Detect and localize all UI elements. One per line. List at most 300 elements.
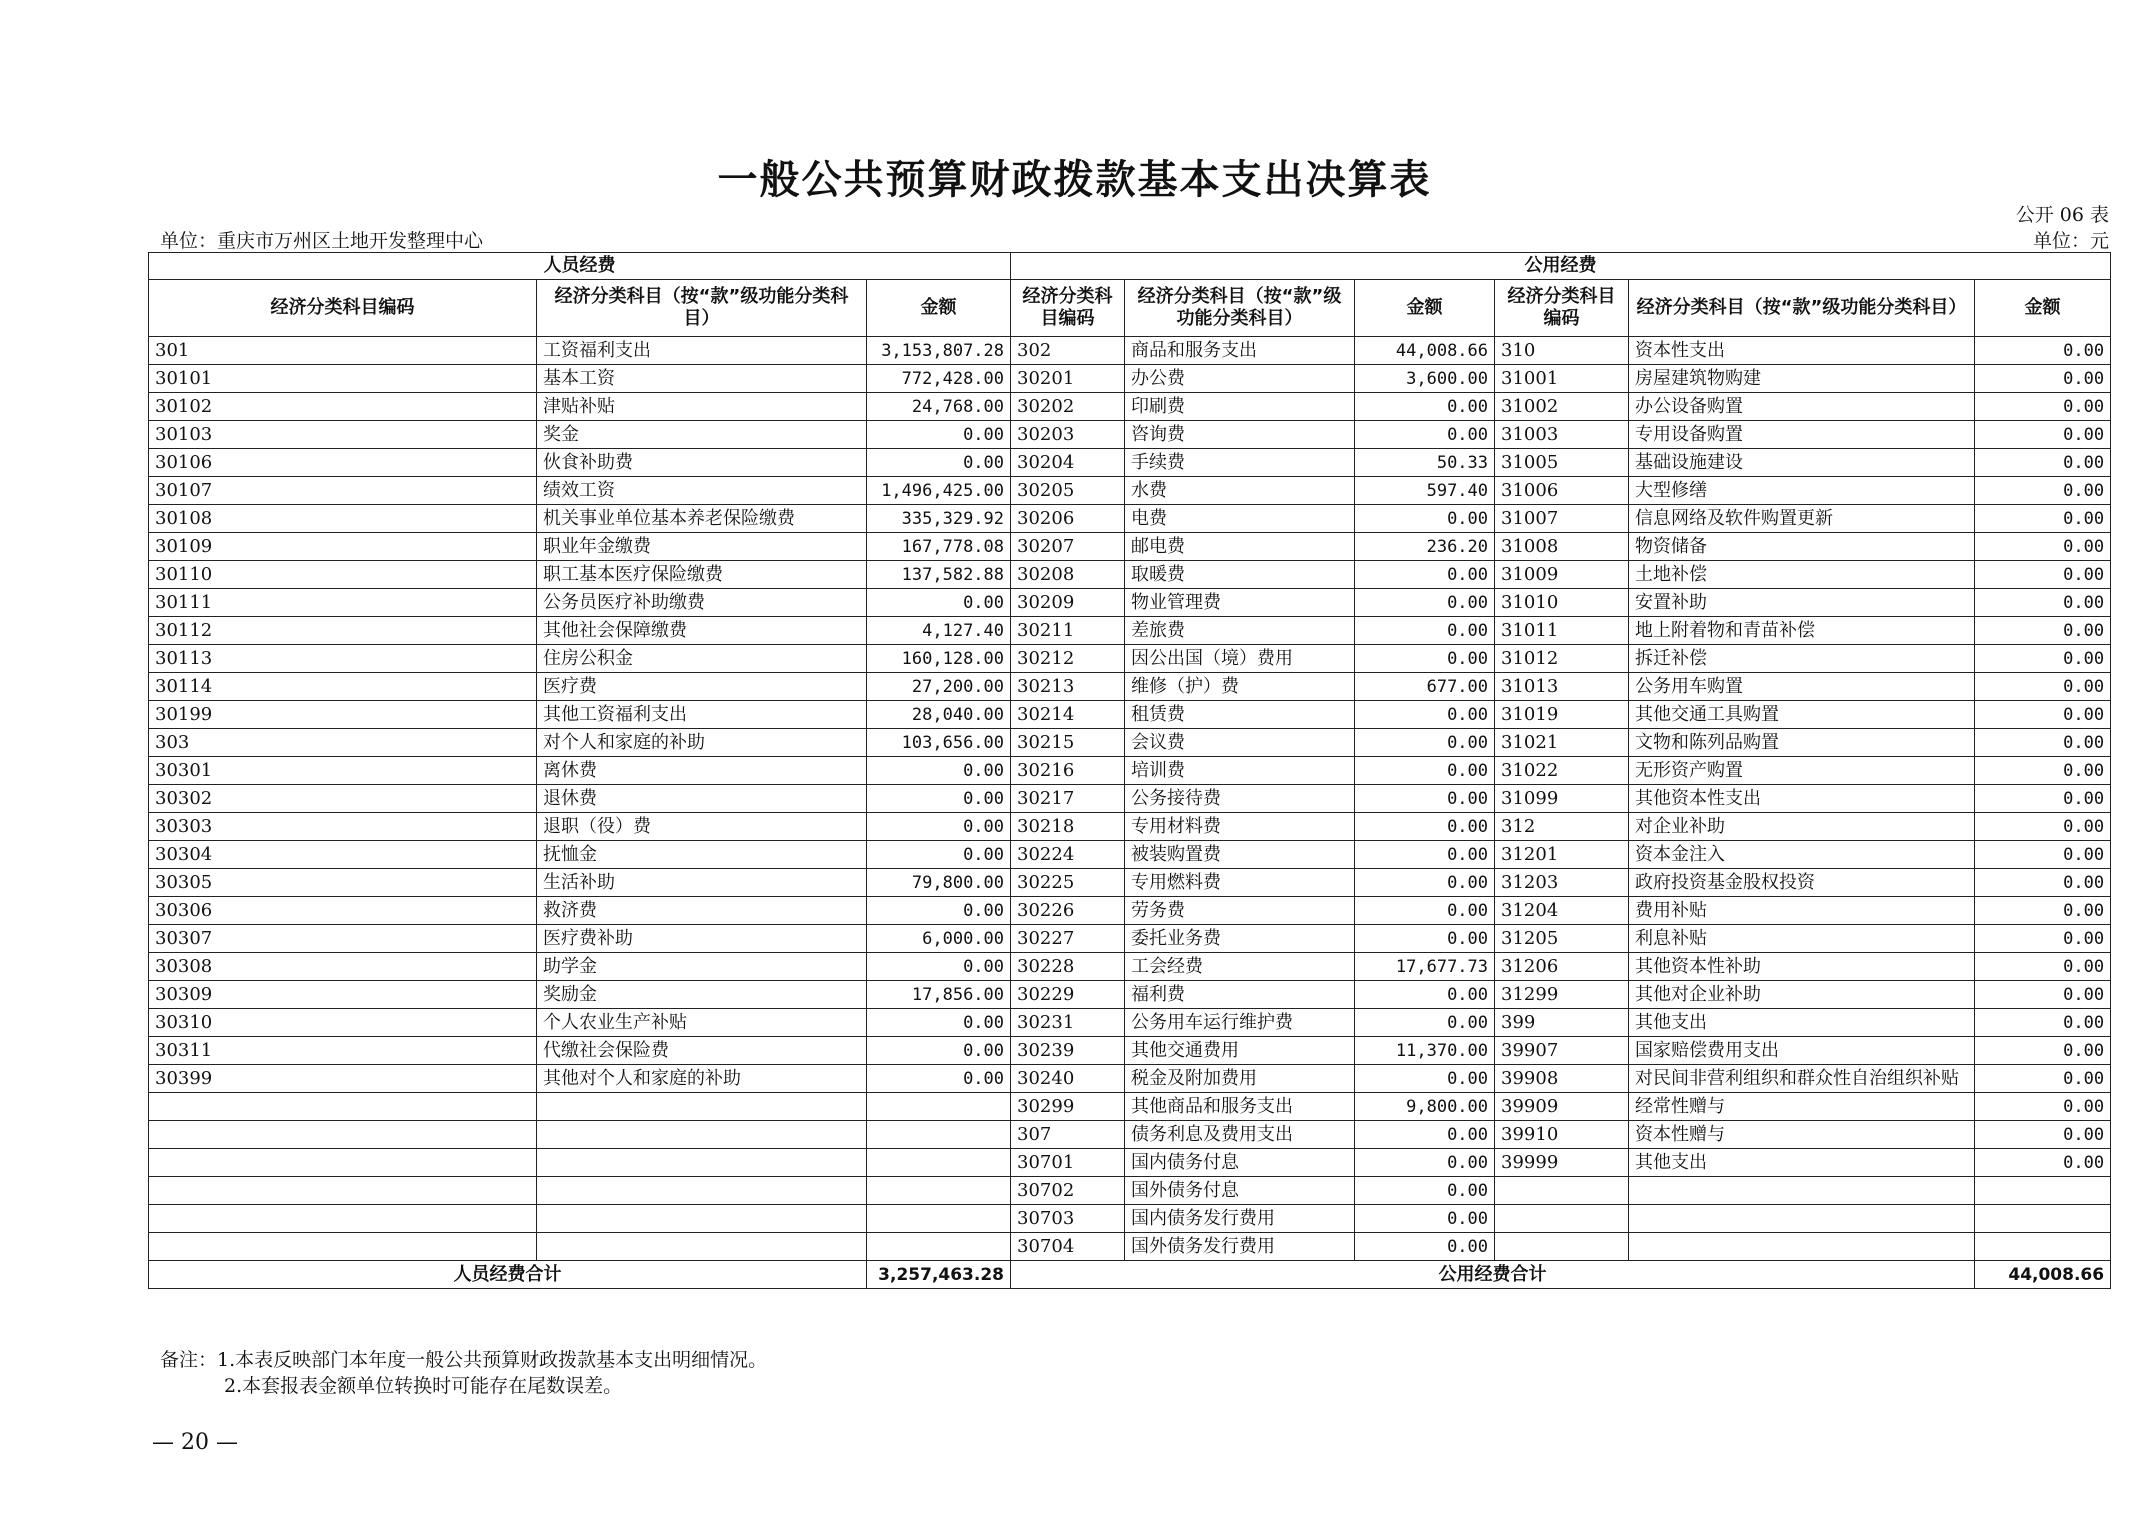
- table-row: [149, 841, 2111, 869]
- row-item: 因公出国（境）费用: [1125, 645, 1355, 673]
- row-amount: 0.00: [1355, 561, 1495, 589]
- table-row: [149, 561, 2111, 589]
- table-row: [149, 337, 2111, 365]
- table-row: [149, 1149, 2111, 1177]
- row-amount: 0.00: [1355, 729, 1495, 757]
- totals-row: [149, 1261, 2111, 1289]
- row-amount: 0.00: [1975, 617, 2111, 645]
- row-code: 30701: [1011, 1149, 1125, 1177]
- table-row: [149, 729, 2111, 757]
- table-row: [149, 981, 2111, 1009]
- row-amount: 103,656.00: [867, 729, 1011, 757]
- row-amount: 0.00: [1355, 869, 1495, 897]
- row-amount: 0.00: [867, 757, 1011, 785]
- row-code: 30303: [149, 813, 537, 841]
- row-item: 拆迁补偿: [1629, 645, 1975, 673]
- row-amount: 0.00: [1355, 1205, 1495, 1233]
- row-code: 30218: [1011, 813, 1125, 841]
- row-amount: 160,128.00: [867, 645, 1011, 673]
- row-code: 30225: [1011, 869, 1125, 897]
- row-code: 30207: [1011, 533, 1125, 561]
- row-item: 物业管理费: [1125, 589, 1355, 617]
- row-item: 机关事业单位基本养老保险缴费: [537, 505, 867, 533]
- row-code: 30203: [1011, 421, 1125, 449]
- row-code: [1495, 1205, 1629, 1233]
- row-item: 住房公积金: [537, 645, 867, 673]
- row-item: [537, 1233, 867, 1261]
- row-item: 无形资产购置: [1629, 757, 1975, 785]
- row-code: 30205: [1011, 477, 1125, 505]
- row-code: 30299: [1011, 1093, 1125, 1121]
- row-amount: 0.00: [1355, 505, 1495, 533]
- note-1: 备注：1.本表反映部门本年度一般公共预算财政拨款基本支出明细情况。: [160, 1349, 768, 1371]
- row-code: 30209: [1011, 589, 1125, 617]
- table-row: [149, 1009, 2111, 1037]
- row-item: 伙食补助费: [537, 449, 867, 477]
- row-item: 租赁费: [1125, 701, 1355, 729]
- row-item: [537, 1149, 867, 1177]
- row-code: 30311: [149, 1037, 537, 1065]
- table-body: [149, 337, 2111, 1261]
- row-amount: 0.00: [867, 1037, 1011, 1065]
- row-code: 30229: [1011, 981, 1125, 1009]
- table-row: [149, 533, 2111, 561]
- row-item: 国外债务付息: [1125, 1177, 1355, 1205]
- table-row: [149, 701, 2111, 729]
- row-item: 对个人和家庭的补助: [537, 729, 867, 757]
- row-amount: 0.00: [1355, 1065, 1495, 1093]
- row-amount: 0.00: [1355, 1149, 1495, 1177]
- row-amount: 9,800.00: [1355, 1093, 1495, 1121]
- row-amount: 0.00: [1975, 1149, 2111, 1177]
- row-item: [537, 1177, 867, 1205]
- row-amount: 167,778.08: [867, 533, 1011, 561]
- row-item: 职工基本医疗保险缴费: [537, 561, 867, 589]
- row-code: 30211: [1011, 617, 1125, 645]
- row-item: 费用补贴: [1629, 897, 1975, 925]
- row-item: 房屋建筑物购建: [1629, 365, 1975, 393]
- row-code: 31012: [1495, 645, 1629, 673]
- row-amount: 17,677.73: [1355, 953, 1495, 981]
- row-amount: 0.00: [1975, 1037, 2111, 1065]
- row-amount: 0.00: [1355, 1233, 1495, 1261]
- row-amount: 0.00: [1975, 757, 2111, 785]
- row-item: 债务利息及费用支出: [1125, 1121, 1355, 1149]
- table-row: [149, 365, 2111, 393]
- row-item: 对企业补助: [1629, 813, 1975, 841]
- row-amount: 0.00: [1355, 1009, 1495, 1037]
- row-amount: [867, 1177, 1011, 1205]
- row-item: 税金及附加费用: [1125, 1065, 1355, 1093]
- row-amount: 0.00: [867, 449, 1011, 477]
- row-code: 31008: [1495, 533, 1629, 561]
- row-code: 30309: [149, 981, 537, 1009]
- row-item: 其他商品和服务支出: [1125, 1093, 1355, 1121]
- row-code: 30111: [149, 589, 537, 617]
- row-code: 31003: [1495, 421, 1629, 449]
- row-item: [1629, 1205, 1975, 1233]
- row-amount: [867, 1233, 1011, 1261]
- table-row: [149, 785, 2111, 813]
- row-amount: 3,153,807.28: [867, 337, 1011, 365]
- row-item: [537, 1121, 867, 1149]
- row-item: 信息网络及软件购置更新: [1629, 505, 1975, 533]
- table-row: [149, 1205, 2111, 1233]
- row-amount: 0.00: [1975, 953, 2111, 981]
- row-item: 劳务费: [1125, 897, 1355, 925]
- row-code: 30305: [149, 869, 537, 897]
- row-amount: 27,200.00: [867, 673, 1011, 701]
- row-amount: 0.00: [1355, 757, 1495, 785]
- col-header-name: 经济分类科目（按“款”级功能分类科目）: [1629, 280, 1975, 337]
- row-amount: 0.00: [1355, 701, 1495, 729]
- row-item: 其他交通费用: [1125, 1037, 1355, 1065]
- row-item: 委托业务费: [1125, 925, 1355, 953]
- row-code: 301: [149, 337, 537, 365]
- row-code: 31206: [1495, 953, 1629, 981]
- row-code: 30103: [149, 421, 537, 449]
- row-item: 维修（护）费: [1125, 673, 1355, 701]
- row-item: 其他对个人和家庭的补助: [537, 1065, 867, 1093]
- row-code: 30310: [149, 1009, 537, 1037]
- table-row: [149, 449, 2111, 477]
- row-item: [1629, 1233, 1975, 1261]
- row-item: 印刷费: [1125, 393, 1355, 421]
- note-2: 2.本套报表金额单位转换时可能存在尾数误差。: [224, 1375, 623, 1397]
- row-code: 39908: [1495, 1065, 1629, 1093]
- row-code: 31013: [1495, 673, 1629, 701]
- row-amount: 335,329.92: [867, 505, 1011, 533]
- row-item: 个人农业生产补贴: [537, 1009, 867, 1037]
- row-item: 国外债务发行费用: [1125, 1233, 1355, 1261]
- row-amount: 0.00: [1975, 1009, 2111, 1037]
- row-item: 救济费: [537, 897, 867, 925]
- col-header-amount: 金额: [1975, 280, 2111, 337]
- row-amount: 0.00: [867, 953, 1011, 981]
- row-item: 公务接待费: [1125, 785, 1355, 813]
- col-header-amount: 金额: [1355, 280, 1495, 337]
- row-code: 30308: [149, 953, 537, 981]
- row-item: 公务用车运行维护费: [1125, 1009, 1355, 1037]
- unit-currency: 单位：元: [2032, 230, 2109, 252]
- table-row: [149, 393, 2111, 421]
- row-amount: 0.00: [867, 1065, 1011, 1093]
- row-item: 差旅费: [1125, 617, 1355, 645]
- row-code: 30304: [149, 841, 537, 869]
- row-code: 31001: [1495, 365, 1629, 393]
- row-amount: 0.00: [1355, 589, 1495, 617]
- row-amount: 0.00: [1975, 1093, 2111, 1121]
- row-amount: [867, 1121, 1011, 1149]
- row-amount: 0.00: [1975, 813, 2111, 841]
- row-code: 31007: [1495, 505, 1629, 533]
- row-code: 31002: [1495, 393, 1629, 421]
- row-item: 生活补助: [537, 869, 867, 897]
- row-item: 资本性赠与: [1629, 1121, 1975, 1149]
- row-code: 31006: [1495, 477, 1629, 505]
- row-code: 30239: [1011, 1037, 1125, 1065]
- row-item: 其他支出: [1629, 1009, 1975, 1037]
- row-amount: [867, 1093, 1011, 1121]
- row-amount: 0.00: [1975, 673, 2111, 701]
- row-item: 工资福利支出: [537, 337, 867, 365]
- row-code: 310: [1495, 337, 1629, 365]
- row-amount: 0.00: [1355, 925, 1495, 953]
- row-amount: 44,008.66: [1355, 337, 1495, 365]
- row-code: 30204: [1011, 449, 1125, 477]
- row-amount: 0.00: [867, 785, 1011, 813]
- table-row: [149, 813, 2111, 841]
- row-amount: 0.00: [1975, 729, 2111, 757]
- row-item: 水费: [1125, 477, 1355, 505]
- row-code: 30301: [149, 757, 537, 785]
- row-item: 资本金注入: [1629, 841, 1975, 869]
- row-item: 退休费: [537, 785, 867, 813]
- row-code: 307: [1011, 1121, 1125, 1149]
- row-item: 资本性支出: [1629, 337, 1975, 365]
- row-amount: 28,040.00: [867, 701, 1011, 729]
- expenditure-table: [148, 252, 2111, 1289]
- row-item: 被装购置费: [1125, 841, 1355, 869]
- row-item: 物资储备: [1629, 533, 1975, 561]
- row-item: 商品和服务支出: [1125, 337, 1355, 365]
- row-item: 其他社会保障缴费: [537, 617, 867, 645]
- row-amount: 6,000.00: [867, 925, 1011, 953]
- row-code: 31299: [1495, 981, 1629, 1009]
- table-row: [149, 617, 2111, 645]
- row-code: 30704: [1011, 1233, 1125, 1261]
- row-item: 国内债务发行费用: [1125, 1205, 1355, 1233]
- row-code: 30202: [1011, 393, 1125, 421]
- row-code: 31201: [1495, 841, 1629, 869]
- page-title: 一般公共预算财政拨款基本支出决算表: [717, 156, 1432, 203]
- row-code: 30216: [1011, 757, 1125, 785]
- row-item: 抚恤金: [537, 841, 867, 869]
- row-item: 邮电费: [1125, 533, 1355, 561]
- table-row: [149, 673, 2111, 701]
- row-amount: 0.00: [1355, 421, 1495, 449]
- row-item: 安置补助: [1629, 589, 1975, 617]
- row-amount: 0.00: [867, 421, 1011, 449]
- row-item: 专用燃料费: [1125, 869, 1355, 897]
- row-item: 国家赔偿费用支出: [1629, 1037, 1975, 1065]
- row-code: 30106: [149, 449, 537, 477]
- row-item: 办公设备购置: [1629, 393, 1975, 421]
- row-amount: 236.20: [1355, 533, 1495, 561]
- row-item: 绩效工资: [537, 477, 867, 505]
- table-row: [149, 505, 2111, 533]
- row-amount: 0.00: [867, 841, 1011, 869]
- row-item: 利息补贴: [1629, 925, 1975, 953]
- table-row: [149, 869, 2111, 897]
- row-code: 399: [1495, 1009, 1629, 1037]
- group-header-public: 公用经费: [1011, 253, 2111, 280]
- row-item: 公务员医疗补助缴费: [537, 589, 867, 617]
- row-item: 其他工资福利支出: [537, 701, 867, 729]
- row-item: 专用材料费: [1125, 813, 1355, 841]
- col-header-code: 经济分类科目编码: [1011, 280, 1125, 337]
- row-amount: 0.00: [1975, 925, 2111, 953]
- row-item: 对民间非营利组织和群众性自治组织补贴: [1629, 1065, 1975, 1093]
- row-amount: 0.00: [1355, 617, 1495, 645]
- row-amount: 597.40: [1355, 477, 1495, 505]
- row-item: 手续费: [1125, 449, 1355, 477]
- row-amount: 1,496,425.00: [867, 477, 1011, 505]
- table-row: [149, 1177, 2111, 1205]
- row-code: 31009: [1495, 561, 1629, 589]
- row-code: 30212: [1011, 645, 1125, 673]
- form-number: 公开 06 表: [2015, 204, 2109, 226]
- row-item: [537, 1093, 867, 1121]
- row-amount: [1975, 1205, 2111, 1233]
- row-amount: 24,768.00: [867, 393, 1011, 421]
- row-code: [1495, 1177, 1629, 1205]
- row-amount: 0.00: [1975, 981, 2111, 1009]
- row-code: 30108: [149, 505, 537, 533]
- row-amount: 0.00: [1975, 869, 2111, 897]
- row-amount: 3,600.00: [1355, 365, 1495, 393]
- row-amount: 0.00: [1355, 897, 1495, 925]
- row-item: 取暖费: [1125, 561, 1355, 589]
- row-amount: 0.00: [1355, 785, 1495, 813]
- col-header-code: 经济分类科目编码: [1495, 280, 1629, 337]
- row-code: 30107: [149, 477, 537, 505]
- row-item: 基本工资: [537, 365, 867, 393]
- row-code: 30227: [1011, 925, 1125, 953]
- row-code: 30213: [1011, 673, 1125, 701]
- row-code: 30240: [1011, 1065, 1125, 1093]
- row-code: 30399: [149, 1065, 537, 1093]
- row-code: 31011: [1495, 617, 1629, 645]
- table-row: [149, 1065, 2111, 1093]
- row-code: 31205: [1495, 925, 1629, 953]
- row-item: 离休费: [537, 757, 867, 785]
- table-row: [149, 645, 2111, 673]
- row-amount: 0.00: [1975, 645, 2111, 673]
- public-total-value: 44,008.66: [1975, 1261, 2111, 1289]
- row-amount: [1975, 1177, 2111, 1205]
- row-amount: [1975, 1233, 2111, 1261]
- row-item: 大型修缮: [1629, 477, 1975, 505]
- row-code: [149, 1177, 537, 1205]
- row-code: 39909: [1495, 1093, 1629, 1121]
- row-item: 文物和陈列品购置: [1629, 729, 1975, 757]
- row-code: 30228: [1011, 953, 1125, 981]
- row-amount: 137,582.88: [867, 561, 1011, 589]
- row-amount: 0.00: [1975, 561, 2111, 589]
- row-code: 31005: [1495, 449, 1629, 477]
- row-amount: 0.00: [1975, 1065, 2111, 1093]
- row-amount: 0.00: [1975, 421, 2111, 449]
- row-item: 经常性赠与: [1629, 1093, 1975, 1121]
- row-amount: 11,370.00: [1355, 1037, 1495, 1065]
- row-item: 土地补偿: [1629, 561, 1975, 589]
- row-amount: 0.00: [1975, 477, 2111, 505]
- row-item: 培训费: [1125, 757, 1355, 785]
- row-code: 30110: [149, 561, 537, 589]
- row-item: 退职（役）费: [537, 813, 867, 841]
- row-code: 30306: [149, 897, 537, 925]
- row-item: 专用设备购置: [1629, 421, 1975, 449]
- row-code: 30226: [1011, 897, 1125, 925]
- row-code: 39910: [1495, 1121, 1629, 1149]
- row-code: 30231: [1011, 1009, 1125, 1037]
- row-item: 办公费: [1125, 365, 1355, 393]
- row-code: 31019: [1495, 701, 1629, 729]
- row-amount: 0.00: [1975, 701, 2111, 729]
- row-amount: 0.00: [1975, 365, 2111, 393]
- row-amount: 0.00: [1355, 841, 1495, 869]
- row-code: [149, 1233, 537, 1261]
- row-amount: 0.00: [1975, 589, 2111, 617]
- table-row: [149, 477, 2111, 505]
- row-amount: 677.00: [1355, 673, 1495, 701]
- personnel-total-label: 人员经费合计: [149, 1261, 867, 1289]
- row-code: 39907: [1495, 1037, 1629, 1065]
- row-amount: 79,800.00: [867, 869, 1011, 897]
- row-code: 30702: [1011, 1177, 1125, 1205]
- row-amount: 0.00: [1975, 785, 2111, 813]
- col-header-name: 经济分类科目（按“款”级功能分类科目）: [1125, 280, 1355, 337]
- row-item: 地上附着物和青苗补偿: [1629, 617, 1975, 645]
- row-item: 医疗费: [537, 673, 867, 701]
- row-code: [149, 1149, 537, 1177]
- row-item: 其他交通工具购置: [1629, 701, 1975, 729]
- row-amount: 0.00: [1975, 393, 2111, 421]
- row-amount: 0.00: [1355, 981, 1495, 1009]
- row-code: 31022: [1495, 757, 1629, 785]
- row-item: 咨询费: [1125, 421, 1355, 449]
- row-code: 30215: [1011, 729, 1125, 757]
- row-amount: 0.00: [1975, 533, 2111, 561]
- table-row: [149, 1233, 2111, 1261]
- row-amount: 0.00: [1355, 1121, 1495, 1149]
- row-item: 国内债务付息: [1125, 1149, 1355, 1177]
- row-code: 30199: [149, 701, 537, 729]
- row-amount: 17,856.00: [867, 981, 1011, 1009]
- row-code: 31010: [1495, 589, 1629, 617]
- row-amount: 0.00: [867, 897, 1011, 925]
- row-amount: 0.00: [1975, 897, 2111, 925]
- row-code: 30112: [149, 617, 537, 645]
- row-code: 31099: [1495, 785, 1629, 813]
- row-item: 其他资本性支出: [1629, 785, 1975, 813]
- row-code: [149, 1093, 537, 1121]
- row-item: 其他对企业补助: [1629, 981, 1975, 1009]
- col-header-name: 经济分类科目（按“款”级功能分类科目）: [537, 280, 867, 337]
- row-amount: 0.00: [1975, 337, 2111, 365]
- row-item: 其他资本性补助: [1629, 953, 1975, 981]
- table-row: [149, 1121, 2111, 1149]
- group-header-personnel: 人员经费: [149, 253, 1011, 280]
- table-row: [149, 1037, 2111, 1065]
- table-row: [149, 925, 2111, 953]
- row-item: 津贴补贴: [537, 393, 867, 421]
- row-amount: 50.33: [1355, 449, 1495, 477]
- row-code: 30102: [149, 393, 537, 421]
- table-row: [149, 953, 2111, 981]
- row-code: 31203: [1495, 869, 1629, 897]
- row-item: 奖励金: [537, 981, 867, 1009]
- row-amount: 0.00: [1975, 505, 2111, 533]
- table-row: [149, 589, 2111, 617]
- row-item: 会议费: [1125, 729, 1355, 757]
- row-code: 30201: [1011, 365, 1125, 393]
- public-total-label: 公用经费合计: [1011, 1261, 1975, 1289]
- row-code: 30217: [1011, 785, 1125, 813]
- row-code: 30703: [1011, 1205, 1125, 1233]
- table-row: [149, 757, 2111, 785]
